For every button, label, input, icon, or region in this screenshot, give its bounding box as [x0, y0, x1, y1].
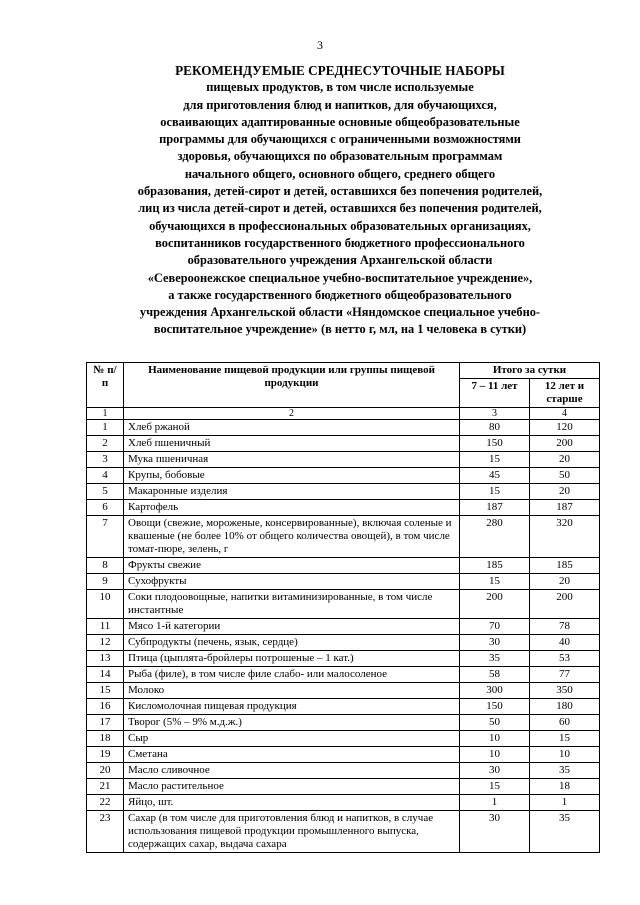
column-index: 1 — [87, 408, 124, 420]
value-7-11: 150 — [460, 436, 530, 452]
row-number: 19 — [87, 747, 124, 763]
title-line: обучающихся в профессиональных образовательных организациях, — [149, 218, 531, 233]
value-7-11: 15 — [460, 484, 530, 500]
product-name: Хлеб ржаной — [124, 420, 460, 436]
title-line: программы для обучающихся с ограниченными возможностями — [159, 132, 521, 147]
product-name: Фрукты свежие — [124, 558, 460, 574]
value-7-11: 30 — [460, 763, 530, 779]
product-name: Хлеб пшеничный — [124, 436, 460, 452]
value-12-plus: 200 — [530, 436, 600, 452]
row-number: 23 — [87, 811, 124, 853]
product-name: Рыба (филе), в том числе филе слабо- или малосоленое — [124, 667, 460, 683]
product-name: Масло растительное — [124, 779, 460, 795]
value-7-11: 30 — [460, 811, 530, 853]
title-line: пищевых продуктов, в том числе используемые — [206, 80, 474, 95]
value-12-plus: 320 — [530, 516, 600, 558]
product-name: Овощи (свежие, мороженые, консервированные), включая соленые и квашеные (не более 10% от общего количества овощей), в том числе томат-пюре, зелень, г — [124, 516, 460, 558]
table-row — [87, 779, 600, 795]
value-12-plus: 50 — [530, 468, 600, 484]
row-number: 11 — [87, 619, 124, 635]
product-name: Кисломолочная пищевая продукция — [124, 699, 460, 715]
product-name: Птица (цыплята-бройлеры потрошеные – 1 кат.) — [124, 651, 460, 667]
row-number: 2 — [87, 436, 124, 452]
row-number: 1 — [87, 420, 124, 436]
value-7-11: 58 — [460, 667, 530, 683]
food-norms-table — [86, 362, 600, 853]
value-7-11: 150 — [460, 699, 530, 715]
value-7-11: 10 — [460, 731, 530, 747]
table-row — [87, 590, 600, 619]
table-row — [87, 420, 600, 436]
product-name: Мука пшеничная — [124, 452, 460, 468]
row-number: 3 — [87, 452, 124, 468]
row-number: 4 — [87, 468, 124, 484]
value-12-plus: 40 — [530, 635, 600, 651]
title-line: воспитанников государственного бюджетного профессионального — [155, 235, 525, 250]
product-name: Соки плодоовощные, напитки витаминизированные, в том числе инстантные — [124, 590, 460, 619]
value-7-11: 187 — [460, 500, 530, 516]
value-7-11: 185 — [460, 558, 530, 574]
row-number: 20 — [87, 763, 124, 779]
table-row — [87, 500, 600, 516]
product-name: Сыр — [124, 731, 460, 747]
product-name: Макаронные изделия — [124, 484, 460, 500]
value-7-11: 1 — [460, 795, 530, 811]
table-row — [87, 683, 600, 699]
table-row — [87, 651, 600, 667]
value-7-11: 35 — [460, 651, 530, 667]
table-row — [87, 699, 600, 715]
row-number: 17 — [87, 715, 124, 731]
title-line: здоровья, обучающихся по образовательным программам — [177, 149, 503, 164]
value-12-plus: 60 — [530, 715, 600, 731]
value-12-plus: 200 — [530, 590, 600, 619]
table-body — [87, 420, 600, 853]
row-number: 13 — [87, 651, 124, 667]
value-7-11: 15 — [460, 452, 530, 468]
value-12-plus: 20 — [530, 452, 600, 468]
table-row — [87, 795, 600, 811]
value-12-plus: 78 — [530, 619, 600, 635]
title-line: «Североонежское специальное учебно-воспитательное учреждение», — [147, 270, 533, 285]
value-12-plus: 180 — [530, 699, 600, 715]
table-row — [87, 452, 600, 468]
value-12-plus: 185 — [530, 558, 600, 574]
row-number: 16 — [87, 699, 124, 715]
table-row — [87, 635, 600, 651]
table-row — [87, 484, 600, 500]
product-name: Сухофрукты — [124, 574, 460, 590]
row-number: 15 — [87, 683, 124, 699]
table-row — [87, 468, 600, 484]
value-12-plus: 53 — [530, 651, 600, 667]
product-name: Молоко — [124, 683, 460, 699]
row-number: 10 — [87, 590, 124, 619]
value-12-plus: 20 — [530, 484, 600, 500]
value-7-11: 15 — [460, 574, 530, 590]
header-age-12-plus: 12 лет и старше — [530, 379, 600, 408]
table-row — [87, 811, 600, 853]
value-12-plus: 1 — [530, 795, 600, 811]
product-name: Крупы, бобовые — [124, 468, 460, 484]
value-12-plus: 350 — [530, 683, 600, 699]
row-number: 18 — [87, 731, 124, 747]
column-index: 3 — [460, 408, 530, 420]
row-number: 5 — [87, 484, 124, 500]
row-number: 6 — [87, 500, 124, 516]
title-line: лиц из числа детей-сирот и детей, оставшихся без попечения родителей, — [138, 201, 542, 216]
title-line: а также государственного бюджетного общеобразовательного — [168, 287, 512, 302]
value-12-plus: 10 — [530, 747, 600, 763]
row-number: 22 — [87, 795, 124, 811]
value-12-plus: 187 — [530, 500, 600, 516]
product-name: Субпродукты (печень, язык, сердце) — [124, 635, 460, 651]
column-index: 4 — [530, 408, 600, 420]
value-7-11: 80 — [460, 420, 530, 436]
table-row — [87, 715, 600, 731]
header-product-name: Наименование пищевой продукции или группы пищевой продукции — [124, 363, 460, 408]
product-name: Масло сливочное — [124, 763, 460, 779]
title-line: осваивающих адаптированные основные общеобразовательные — [160, 114, 520, 129]
column-index: 2 — [124, 408, 460, 420]
value-12-plus: 20 — [530, 574, 600, 590]
product-name: Картофель — [124, 500, 460, 516]
row-number: 8 — [87, 558, 124, 574]
title-line: начального общего, основного общего, среднего общего — [184, 166, 496, 181]
row-number: 21 — [87, 779, 124, 795]
title-line: образовательного учреждения Архангельской области — [187, 253, 493, 268]
value-7-11: 280 — [460, 516, 530, 558]
row-number: 9 — [87, 574, 124, 590]
value-12-plus: 15 — [530, 731, 600, 747]
table-row — [87, 731, 600, 747]
table-row — [87, 747, 600, 763]
value-12-plus: 120 — [530, 420, 600, 436]
value-7-11: 50 — [460, 715, 530, 731]
value-7-11: 70 — [460, 619, 530, 635]
value-12-plus: 35 — [530, 811, 600, 853]
value-7-11: 30 — [460, 635, 530, 651]
row-number: 14 — [87, 667, 124, 683]
title-main: РЕКОМЕНДУЕМЫЕ СРЕДНЕСУТОЧНЫЕ НАБОРЫ — [175, 63, 505, 78]
document-title — [70, 62, 610, 339]
title-line: воспитательное учреждение» (в нетто г, мл, на 1 человека в сутки) — [153, 322, 527, 337]
header-age-7-11: 7 – 11 лет — [460, 379, 530, 408]
value-7-11: 10 — [460, 747, 530, 763]
table-row — [87, 619, 600, 635]
value-7-11: 15 — [460, 779, 530, 795]
header-num: № п/п — [87, 363, 124, 408]
table-row — [87, 516, 600, 558]
title-line: образования, детей-сирот и детей, оставшихся без попечения родителей, — [137, 184, 543, 199]
value-7-11: 45 — [460, 468, 530, 484]
value-12-plus: 18 — [530, 779, 600, 795]
row-number: 12 — [87, 635, 124, 651]
product-name: Яйцо, шт. — [124, 795, 460, 811]
product-name: Сметана — [124, 747, 460, 763]
product-name: Творог (5% – 9% м.д.ж.) — [124, 715, 460, 731]
header-total-per-day: Итого за сутки — [460, 363, 600, 379]
page-number: 3 — [317, 38, 323, 52]
table-row — [87, 763, 600, 779]
value-7-11: 200 — [460, 590, 530, 619]
table-row — [87, 574, 600, 590]
value-12-plus: 77 — [530, 667, 600, 683]
row-number: 7 — [87, 516, 124, 558]
table-row — [87, 667, 600, 683]
title-line: для приготовления блюд и напитков, для обучающихся, — [183, 97, 497, 112]
value-12-plus: 35 — [530, 763, 600, 779]
table-row — [87, 436, 600, 452]
product-name: Сахар (в том числе для приготовления блюд и напитков, в случае использования пищевой продукции промышленного выпуска, содержащих сахар, выдача сахара — [124, 811, 460, 853]
product-name: Мясо 1-й категории — [124, 619, 460, 635]
value-7-11: 300 — [460, 683, 530, 699]
title-line: учреждения Архангельской области «Няндомское специальное учебно- — [139, 305, 541, 320]
table-row — [87, 558, 600, 574]
